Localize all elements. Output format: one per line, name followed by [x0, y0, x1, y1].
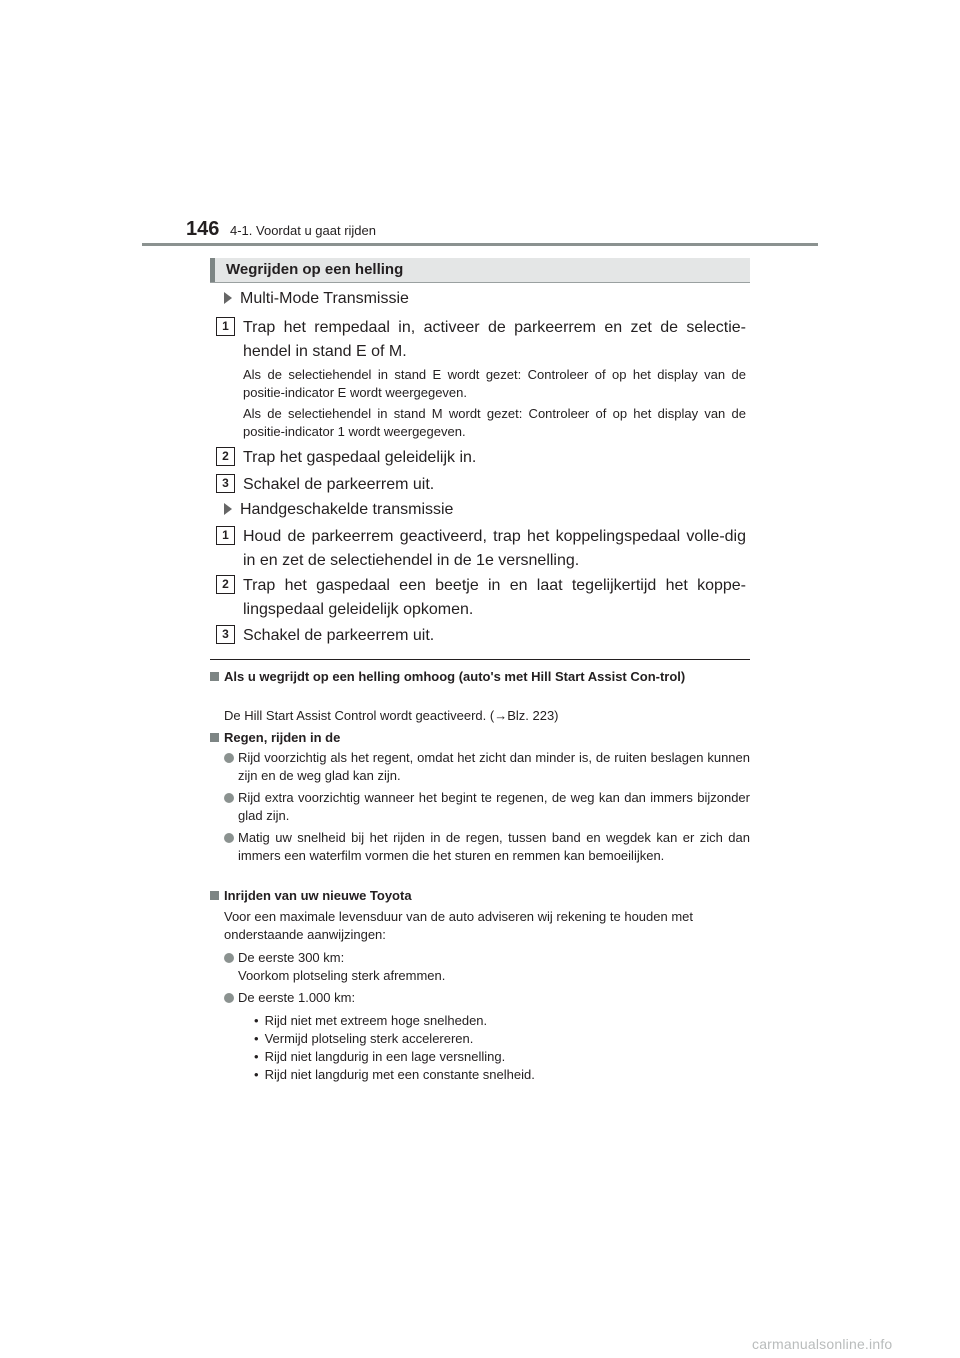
triangle-bullet-icon: [224, 292, 232, 304]
sub-list-item: • Vermijd plotseling sterk accelereren.: [254, 1030, 750, 1048]
circle-bullet-icon: [224, 793, 234, 803]
list-item: Rijd voorzichtig als het regent, omdat het zicht dan minder is, de ruiten beslagen kunnen zijn en de weg glad kan zijn.: [224, 749, 750, 785]
list-item: Rijd extra voorzichtig wanneer het begint te regenen, de weg kan dan immers bijzonder glad zijn.: [224, 789, 750, 825]
mmt-heading-label: Multi-Mode Transmissie: [240, 290, 409, 307]
step-badge: 1: [216, 526, 235, 545]
sub-list-item: • Rijd niet met extreem hoge snelheden.: [254, 1012, 750, 1030]
step-badge: 3: [216, 625, 235, 644]
manual-heading-label: Handgeschakelde transmissie: [240, 501, 454, 518]
circle-bullet-icon: [224, 833, 234, 843]
square-bullet-icon: [210, 672, 219, 681]
manual-heading: [224, 501, 453, 519]
circle-bullet-icon: [224, 953, 234, 963]
sub-list-item: • Rijd niet langdurig in een lage versnelling.: [254, 1048, 750, 1066]
list-item: Matig uw snelheid bij het rijden in de regen, tussen band en wegdek kan er zich dan immers een waterfilm vormen die het sturen en remmen kan bemoeilijken.: [224, 829, 750, 865]
step-text: Houd de parkeerrem geactiveerd, trap het koppelingspedaal volle-dig in en zet de selectiehendel in de 1e versnelling.: [243, 528, 746, 569]
triangle-bullet-icon: [224, 503, 232, 515]
step-badge: 2: [216, 575, 235, 594]
circle-bullet-icon: [224, 993, 234, 1003]
mmt-heading: [224, 290, 409, 308]
chapter-title: 4-1. Voordat u gaat rijden: [230, 223, 376, 238]
step-note: Als de selectiehendel in stand E wordt gezet: Controleer of op het display van de positie-indicator E wordt weergegeven.: [243, 367, 746, 400]
square-bullet-icon: [210, 733, 219, 742]
list-item: De eerste 1.000 km:: [224, 989, 750, 1007]
note-heading-rain: Regen, rijden in de: [210, 729, 750, 747]
sub-list: [254, 1012, 750, 1084]
step-note: Als de selectiehendel in stand M wordt gezet: Controleer of op het display van de positie-indicator 1 wordt weergegeven.: [243, 406, 746, 439]
step-text: Schakel de parkeerrem uit.: [243, 627, 435, 644]
page-number: 146: [186, 218, 220, 240]
note-heading-hill-start: Als u wegrijdt op een helling omhoog (auto's met Hill Start Assist Con-trol): [210, 668, 750, 686]
section-title: Wegrijden op een helling: [226, 261, 404, 278]
step-text: Schakel de parkeerrem uit.: [243, 476, 435, 493]
step-badge: 1: [216, 317, 235, 336]
step-badge: 3: [216, 474, 235, 493]
step-badge: 2: [216, 447, 235, 466]
note-text: Voor een maximale levensduur van de auto adviseren wij rekening te houden met onderstaande aanwijzingen:: [224, 909, 694, 942]
watermark: carmanualsonline.info: [752, 1336, 893, 1352]
section-divider: [210, 659, 750, 660]
step-text: Trap het rempedaal in, activeer de parkeerrem en zet de selectie-hendel in stand E of M.: [243, 319, 746, 360]
circle-bullet-icon: [224, 753, 234, 763]
step-text: Trap het gaspedaal een beetje in en laat tegelijkertijd het koppe-lingspedaal geleidelijk opkomen.: [243, 577, 746, 618]
section-title-bar: [210, 258, 750, 283]
square-bullet-icon: [210, 891, 219, 900]
note-text: De Hill Start Assist Control wordt geactiveerd. (→Blz. 223): [224, 708, 559, 723]
list-item: De eerste 300 km: Voorkom plotseling sterk afremmen.: [224, 949, 750, 985]
header-rule: [142, 243, 818, 246]
section-accent: [210, 258, 215, 282]
step-text: Trap het gaspedaal geleidelijk in.: [243, 449, 477, 466]
sub-list-item: • Rijd niet langdurig met een constante snelheid.: [254, 1066, 750, 1084]
note-heading-break-in: Inrijden van uw nieuwe Toyota: [210, 887, 750, 905]
